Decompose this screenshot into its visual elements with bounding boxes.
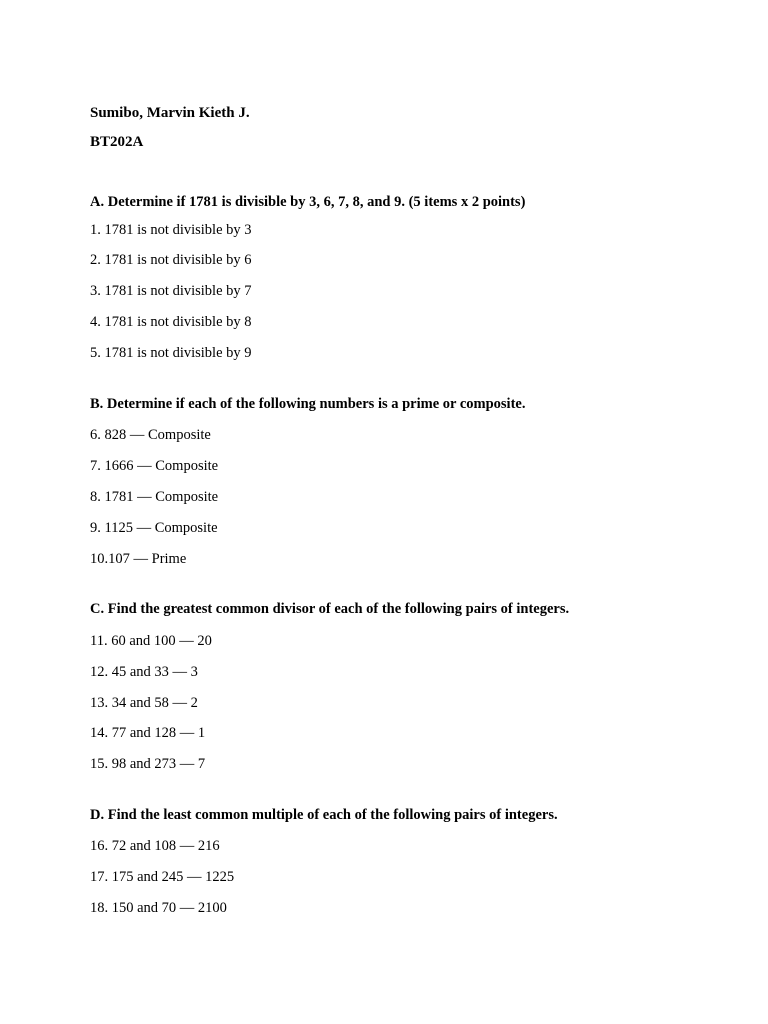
student-section: BT202A: [90, 134, 144, 150]
list-item: 17. 175 and 245 — 1225: [90, 869, 235, 885]
list-item: 15. 98 and 273 — 7: [90, 756, 206, 772]
list-item: 18. 150 and 70 — 2100: [90, 900, 227, 916]
list-item: 10.107 — Prime: [90, 551, 187, 567]
list-item: 4. 1781 is not divisible by 8: [90, 314, 252, 330]
list-item: 8. 1781 — Composite: [90, 489, 219, 505]
list-item: 12. 45 and 33 — 3: [90, 664, 198, 680]
list-item: 9. 1125 — Composite: [90, 520, 218, 536]
list-item: 13. 34 and 58 — 2: [90, 695, 198, 711]
list-item: 3. 1781 is not divisible by 7: [90, 283, 252, 299]
list-item: 14. 77 and 128 — 1: [90, 725, 206, 741]
section-d-heading: D. Find the least common multiple of each of the following pairs of integers.: [90, 807, 558, 823]
list-item: 5. 1781 is not divisible by 9: [90, 345, 252, 361]
section-a-heading: A. Determine if 1781 is divisible by 3, 6, 7, 8, and 9. (5 items x 2 points): [90, 194, 526, 210]
list-item: 6. 828 — Composite: [90, 427, 211, 443]
list-item: 7. 1666 — Composite: [90, 458, 219, 474]
list-item: 16. 72 and 108 — 216: [90, 838, 220, 854]
list-item: 11. 60 and 100 — 20: [90, 633, 212, 649]
section-b-heading: B. Determine if each of the following numbers is a prime or composite.: [90, 396, 526, 412]
list-item: 2. 1781 is not divisible by 6: [90, 252, 252, 268]
list-item: 1. 1781 is not divisible by 3: [90, 222, 252, 238]
student-name: Sumibo, Marvin Kieth J.: [90, 105, 250, 121]
section-c-heading: C. Find the greatest common divisor of each of the following pairs of integers.: [90, 601, 570, 617]
